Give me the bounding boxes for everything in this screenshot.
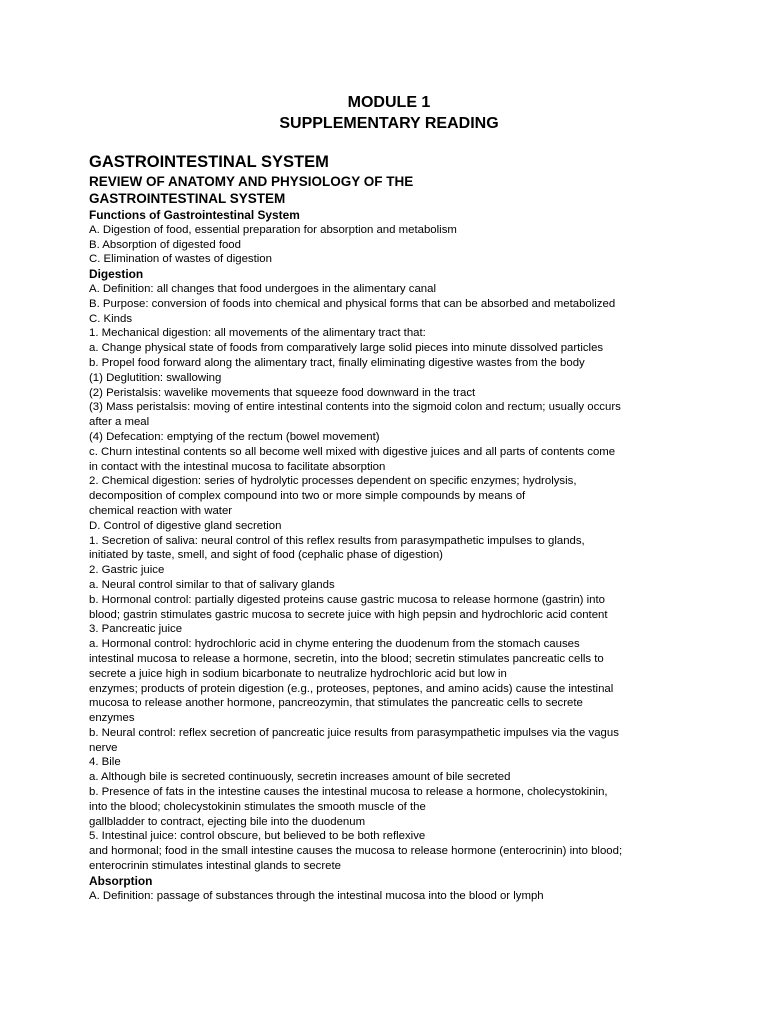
- text-line: secrete a juice high in sodium bicarbonate to neutralize hydrochloric acid but low in: [89, 667, 507, 680]
- text-line: (2) Peristalsis: wavelike movements that squeeze food downward in the tract: [89, 386, 476, 399]
- text-line: a. Although bile is secreted continuously, secretin increases amount of bile secreted: [89, 771, 511, 784]
- text-line: a. Change physical state of foods from comparatively large solid pieces into minute dissolved particles: [89, 342, 604, 355]
- text-line: C. Kinds: [89, 312, 133, 325]
- section-heading: GASTROINTESTINAL SYSTEM: [89, 153, 329, 171]
- subsection-heading: Absorption: [89, 873, 153, 888]
- text-line: D. Control of digestive gland secretion: [89, 519, 282, 532]
- document-page: [89, 92, 689, 903]
- subsection-heading: Functions of Gastrointestinal System: [89, 208, 300, 222]
- text-line: 4. Bile: [89, 756, 121, 769]
- body-text: [89, 208, 689, 903]
- text-line: mucosa to release another hormone, pancreozymin, that stimulates the pancreatic cells to secrete: [89, 697, 583, 710]
- text-line: and hormonal; food in the small intestine causes the mucosa to release hormone (enterocrinin) into blood;: [89, 845, 623, 858]
- text-line: (3) Mass peristalsis: moving of entire intestinal contents into the sigmoid colon and rectum; usually occurs: [89, 401, 621, 414]
- text-line: b. Presence of fats in the intestine causes the intestinal mucosa to release a hormone, cholecystokinin,: [89, 786, 608, 799]
- text-line: B. Purpose: conversion of foods into chemical and physical forms that can be absorbed and metabolized: [89, 297, 616, 310]
- text-line: into the blood; cholecystokinin stimulates the smooth muscle of the: [89, 800, 426, 813]
- text-line: b. Propel food forward along the alimentary tract, finally eliminating digestive wastes from the body: [89, 356, 585, 369]
- text-line: B. Absorption of digested food: [89, 238, 241, 251]
- text-line: 1. Mechanical digestion: all movements of the alimentary tract that:: [89, 327, 426, 340]
- module-title: MODULE 1: [347, 94, 431, 111]
- text-line: 2. Gastric juice: [89, 564, 165, 577]
- subsection-heading: Digestion: [89, 267, 144, 282]
- text-line: b. Neural control: reflex secretion of pancreatic juice results from parasympathetic impulses via the vagus: [89, 726, 619, 739]
- text-line: 1. Secretion of saliva: neural control of this reflex results from parasympathetic impulses to glands,: [89, 534, 585, 547]
- text-line: a. Hormonal control: hydrochloric acid in chyme entering the duodenum from the stomach causes: [89, 638, 580, 651]
- text-line: after a meal: [89, 416, 150, 429]
- supplementary-title: SUPPLEMENTARY READING: [279, 115, 499, 132]
- text-line: enterocrinin stimulates intestinal glands to secrete: [89, 860, 341, 873]
- text-line: A. Digestion of food, essential preparation for absorption and metabolism: [89, 223, 457, 236]
- text-line: (4) Defecation: emptying of the rectum (bowel movement): [89, 430, 380, 443]
- text-line: b. Hormonal control: partially digested proteins cause gastric mucosa to release hormone (gastrin) into: [89, 593, 605, 606]
- text-line: c. Churn intestinal contents so all become well mixed with digestive juices and all parts of contents come: [89, 445, 616, 458]
- text-line: 5. Intestinal juice: control obscure, but believed to be both reflexive: [89, 830, 426, 843]
- text-line: A. Definition: passage of substances through the intestinal mucosa into the blood or lymph: [89, 889, 544, 902]
- text-line: in contact with the intestinal mucosa to facilitate absorption: [89, 460, 386, 473]
- text-line: enzymes; products of protein digestion (e.g., proteoses, peptones, and amino acids) cause the intestinal: [89, 682, 614, 695]
- text-line: a. Neural control similar to that of salivary glands: [89, 578, 335, 591]
- text-line: (1) Deglutition: swallowing: [89, 371, 222, 384]
- text-line: intestinal mucosa to release a hormone, secretin, into the blood; secretin stimulates pancreatic cells to: [89, 652, 604, 665]
- text-line: C. Elimination of wastes of digestion: [89, 253, 272, 266]
- text-line: enzymes: [89, 712, 135, 725]
- subheading-line: REVIEW OF ANATOMY AND PHYSIOLOGY OF THE: [89, 174, 414, 189]
- subheading-line: GASTROINTESTINAL SYSTEM: [89, 190, 286, 206]
- text-line: blood; gastrin stimulates gastric mucosa to secrete juice with high pepsin and hydrochloric acid content: [89, 608, 608, 621]
- text-line: 3. Pancreatic juice: [89, 623, 183, 636]
- text-line: decomposition of complex compound into two or more simple compounds by means of: [89, 490, 526, 503]
- text-line: 2. Chemical digestion: series of hydrolytic processes dependent on specific enzymes; hydrolysis,: [89, 475, 577, 488]
- text-line: nerve: [89, 741, 118, 754]
- text-line: initiated by taste, smell, and sight of food (cephalic phase of digestion): [89, 549, 443, 562]
- text-line: chemical reaction with water: [89, 504, 233, 517]
- text-line: gallbladder to contract, ejecting bile into the duodenum: [89, 815, 366, 828]
- text-line: A. Definition: all changes that food undergoes in the alimentary canal: [89, 282, 436, 295]
